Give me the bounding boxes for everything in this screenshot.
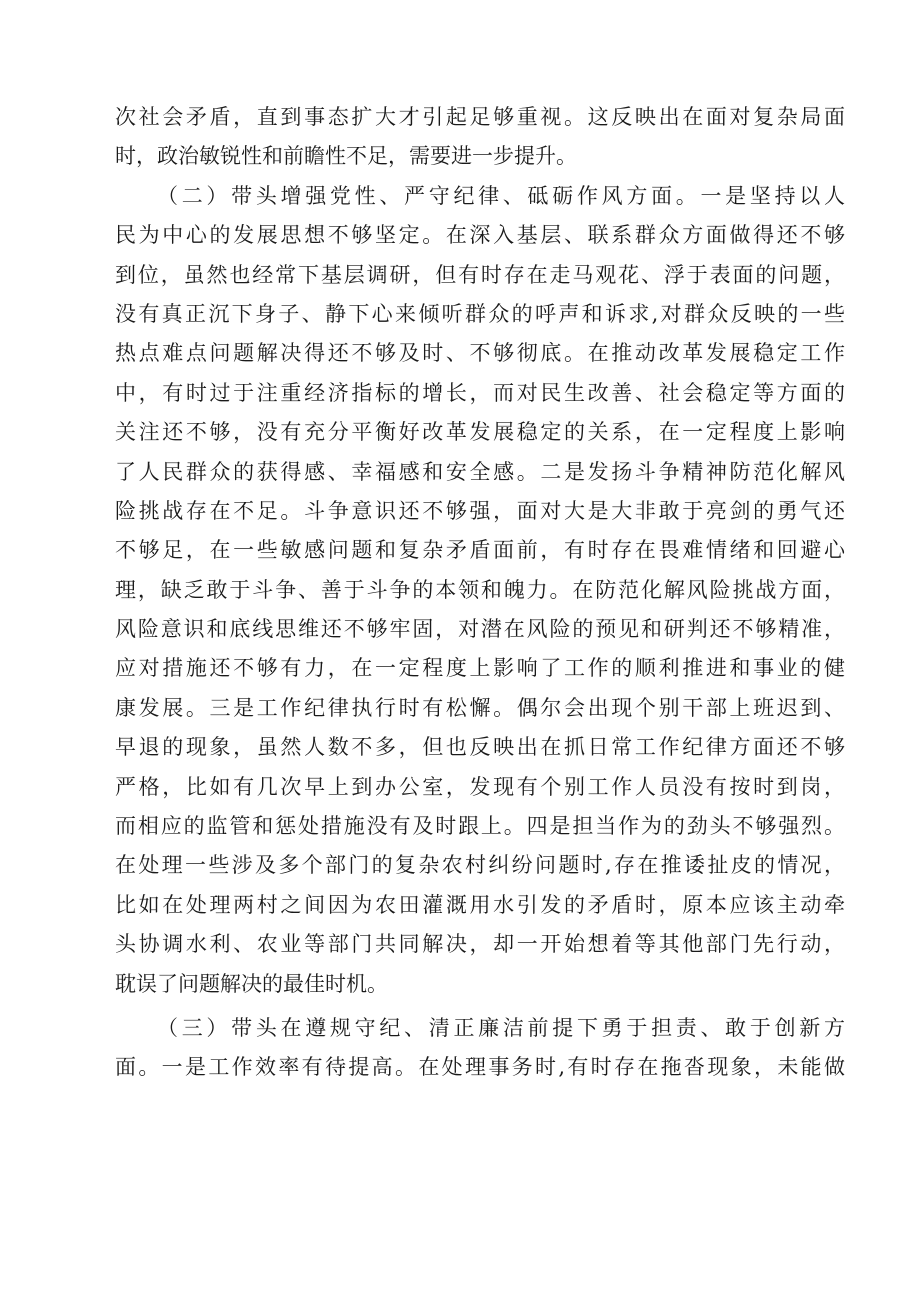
text-line: 严格，比如有几次早上到办公室，发现有个别工作人员没有按时到岗， [115, 774, 845, 799]
text-line: 耽误了问题解决的最佳时机。 [115, 971, 388, 996]
text-line: 时，政治敏锐性和前瞻性不足，需要进一步提升。 [115, 144, 577, 169]
text-line: 到位，虽然也经常下基层调研，但有时存在走马观花、浮于表面的问题， [115, 262, 845, 287]
text-line: 头协调水利、农业等部门共同解决，却一开始想着等其他部门先行动， [115, 932, 845, 957]
text-line: 关注还不够，没有充分平衡好改革发展稳定的关系，在一定程度上影响 [115, 420, 845, 445]
text-line: 早退的现象，虽然人数不多，但也反映出在抓日常工作纪律方面还不够 [115, 735, 845, 760]
text-line: 民为中心的发展思想不够坚定。在深入基层、联系群众方面做得还不够 [115, 223, 845, 248]
text-line: 而相应的监管和惩处措施没有及时跟上。四是担当作为的劲头不够强烈。 [115, 814, 845, 839]
text-line: 热点难点问题解决得还不够及时、不够彻底。在推动改革发展稳定工作 [115, 341, 845, 366]
text-line: 次社会矛盾，直到事态扩大才引起足够重视。这反映出在面对复杂局面 [115, 105, 845, 129]
document-body [115, 98, 845, 1088]
text-line: 比如在处理两村之间因为农田灌溉用水引发的矛盾时，原本应该主动牵 [115, 892, 845, 917]
text-line: 险挑战存在不足。斗争意识还不够强，面对大是大非敢于亮剑的勇气还 [115, 498, 845, 523]
text-line: 风险意识和底线思维还不够牢固，对潜在风险的预见和研判还不够精准， [115, 617, 845, 642]
text-line: 了人民群众的获得感、幸福感和安全感。二是发扬斗争精神防范化解风 [115, 459, 845, 484]
text-line: 面。一是工作效率有待提高。在处理事务时,有时存在拖沓现象，未能做 [115, 1055, 845, 1080]
text-line: 理，缺乏敢于斗争、善于斗争的本领和魄力。在防范化解风险挑战方面， [115, 577, 845, 602]
text-line: 康发展。三是工作纪律执行时有松懈。偶尔会出现个别干部上班迟到、 [115, 695, 845, 720]
text-line: 没有真正沉下身子、静下心来倾听群众的呼声和诉求,对群众反映的一些 [115, 301, 845, 326]
text-line: 中，有时过于注重经济指标的增长，而对民生改善、社会稳定等方面的 [115, 380, 845, 405]
text-line: 不够足，在一些敏感问题和复杂矛盾面前，有时存在畏难情绪和回避心 [115, 538, 845, 563]
section-heading-line: （二）带头增强党性、严守纪律、砥砺作风方面。一是坚持以人 [157, 183, 845, 208]
text-line: 在处理一些涉及多个部门的复杂农村纠纷问题时,存在推诿扯皮的情况， [115, 853, 845, 878]
section-heading-line: （三）带头在遵规守纪、清正廉洁前提下勇于担责、敢于创新方 [157, 1015, 845, 1040]
text-line: 应对措施还不够有力，在一定程度上影响了工作的顺利推进和事业的健 [115, 656, 845, 681]
